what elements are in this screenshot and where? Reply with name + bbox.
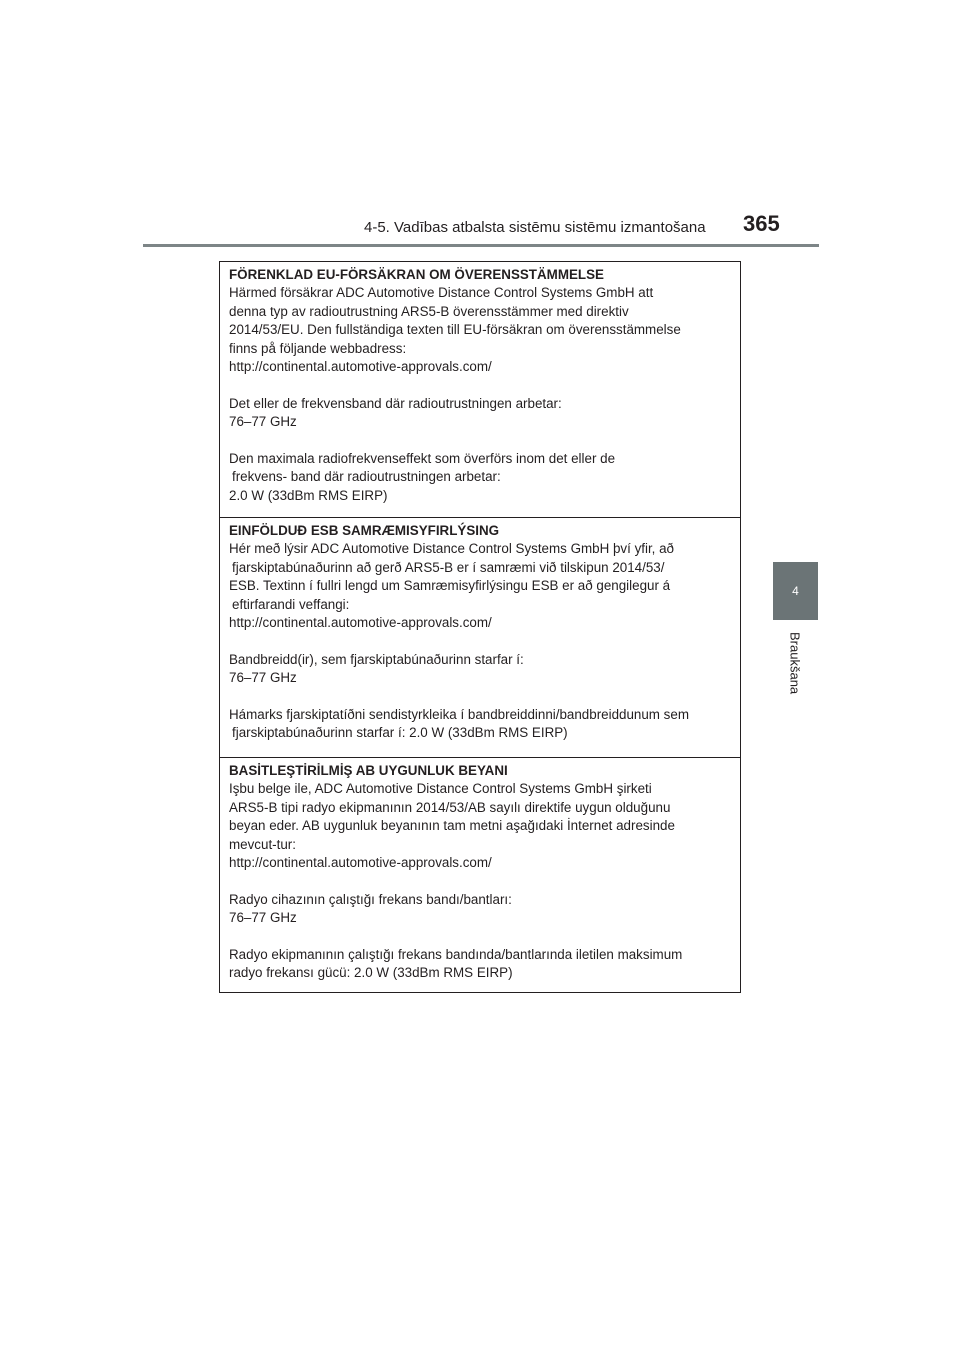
eu-declaration-box — [219, 261, 741, 993]
declaration-line: Hér með lýsir ADC Automotive Distance Control Systems GmbH því yfir, að — [229, 541, 675, 557]
chapter-label: Braukšana — [787, 632, 803, 695]
power-line: fjarskiptabúnaðurinn starfar í: 2.0 W (33dBm RMS EIRP) — [232, 725, 568, 741]
declaration-line: mevcut-tur: — [229, 836, 296, 852]
frequency-intro: Bandbreidd(ir), sem fjarskiptabúnaðurinn starfar í: — [229, 651, 524, 667]
swedish-declaration — [220, 262, 740, 517]
declaration-line: Härmed försäkrar ADC Automotive Distance Control Systems GmbH att — [229, 285, 654, 301]
frequency-value: 76–77 GHz — [229, 414, 297, 430]
power-line: radyo frekansı gücü: 2.0 W (33dBm RMS EIRP) — [229, 965, 513, 981]
declaration-line: ESB. Textinn í fullri lengd um Samræmisyfirlýsingu ESB er að gengilegur á — [229, 578, 671, 594]
declaration-line: denna typ av radioutrustning ARS5-B överensstämmer med direktiv — [229, 303, 629, 319]
power-line: Den maximala radiofrekvenseffekt som överförs inom det eller de — [229, 451, 616, 467]
frequency-value: 76–77 GHz — [229, 910, 297, 926]
chapter-number: 4 — [792, 584, 799, 598]
declaration-line: Işbu belge ile, ADC Automotive Distance Control Systems GmbH şirketi — [229, 781, 652, 797]
header-divider — [143, 244, 819, 247]
icelandic-declaration — [220, 517, 740, 757]
declaration-line: 2014/53/EU. Den fullständiga texten till EU-försäkran om överensstämmelse — [229, 322, 681, 338]
approval-url: http://continental.automotive-approvals.com/ — [229, 615, 492, 631]
power-line: 2.0 W (33dBm RMS EIRP) — [229, 487, 388, 503]
power-line: frekvens- band där radioutrustningen arbetar: — [232, 469, 501, 485]
power-line: Radyo ekipmanının çalıştığı frekans bandında/bantlarında iletilen maksimum — [229, 947, 683, 963]
section-heading: FÖRENKLAD EU-FÖRSÄKRAN OM ÖVERENSSTÄMMELSE — [229, 267, 604, 282]
frequency-intro: Radyo cihazının çalıştığı frekans bandı/bantları: — [229, 891, 512, 907]
section-heading: EINFÖLDUÐ ESB SAMRÆMISYFIRLÝSING — [229, 523, 500, 538]
approval-url: http://continental.automotive-approvals.com/ — [229, 359, 492, 375]
chapter-tab — [773, 562, 818, 620]
section-heading: BASİTLEŞTİRİLMİŞ AB UYGUNLUK BEYANI — [229, 763, 508, 778]
declaration-line: ARS5-B tipi radyo ekipmanının 2014/53/AB sayılı direktife uygun olduğunu — [229, 799, 671, 815]
page-number: 365 — [743, 211, 780, 236]
frequency-intro: Det eller de frekvensband där radioutrustningen arbetar: — [229, 395, 562, 411]
declaration-line: eftirfarandi veffangi: — [232, 596, 350, 612]
frequency-value: 76–77 GHz — [229, 670, 297, 686]
turkish-declaration — [220, 757, 740, 994]
section-title: 4-5. Vadības atbalsta sistēmu sistēmu izmantošana — [364, 219, 706, 236]
declaration-line: finns på följande webbadress: — [229, 340, 407, 356]
approval-url: http://continental.automotive-approvals.com/ — [229, 855, 492, 871]
declaration-line: fjarskiptabúnaðurinn að gerð ARS5-B er í samræmi við tilskipun 2014/53/ — [232, 559, 665, 575]
declaration-line: beyan eder. AB uygunluk beyanının tam metni aşağıdaki İnternet adresinde — [229, 818, 675, 834]
power-line: Hámarks fjarskiptatíðni sendistyrkleika í bandbreiddinni/bandbreiddunum sem — [229, 707, 689, 723]
